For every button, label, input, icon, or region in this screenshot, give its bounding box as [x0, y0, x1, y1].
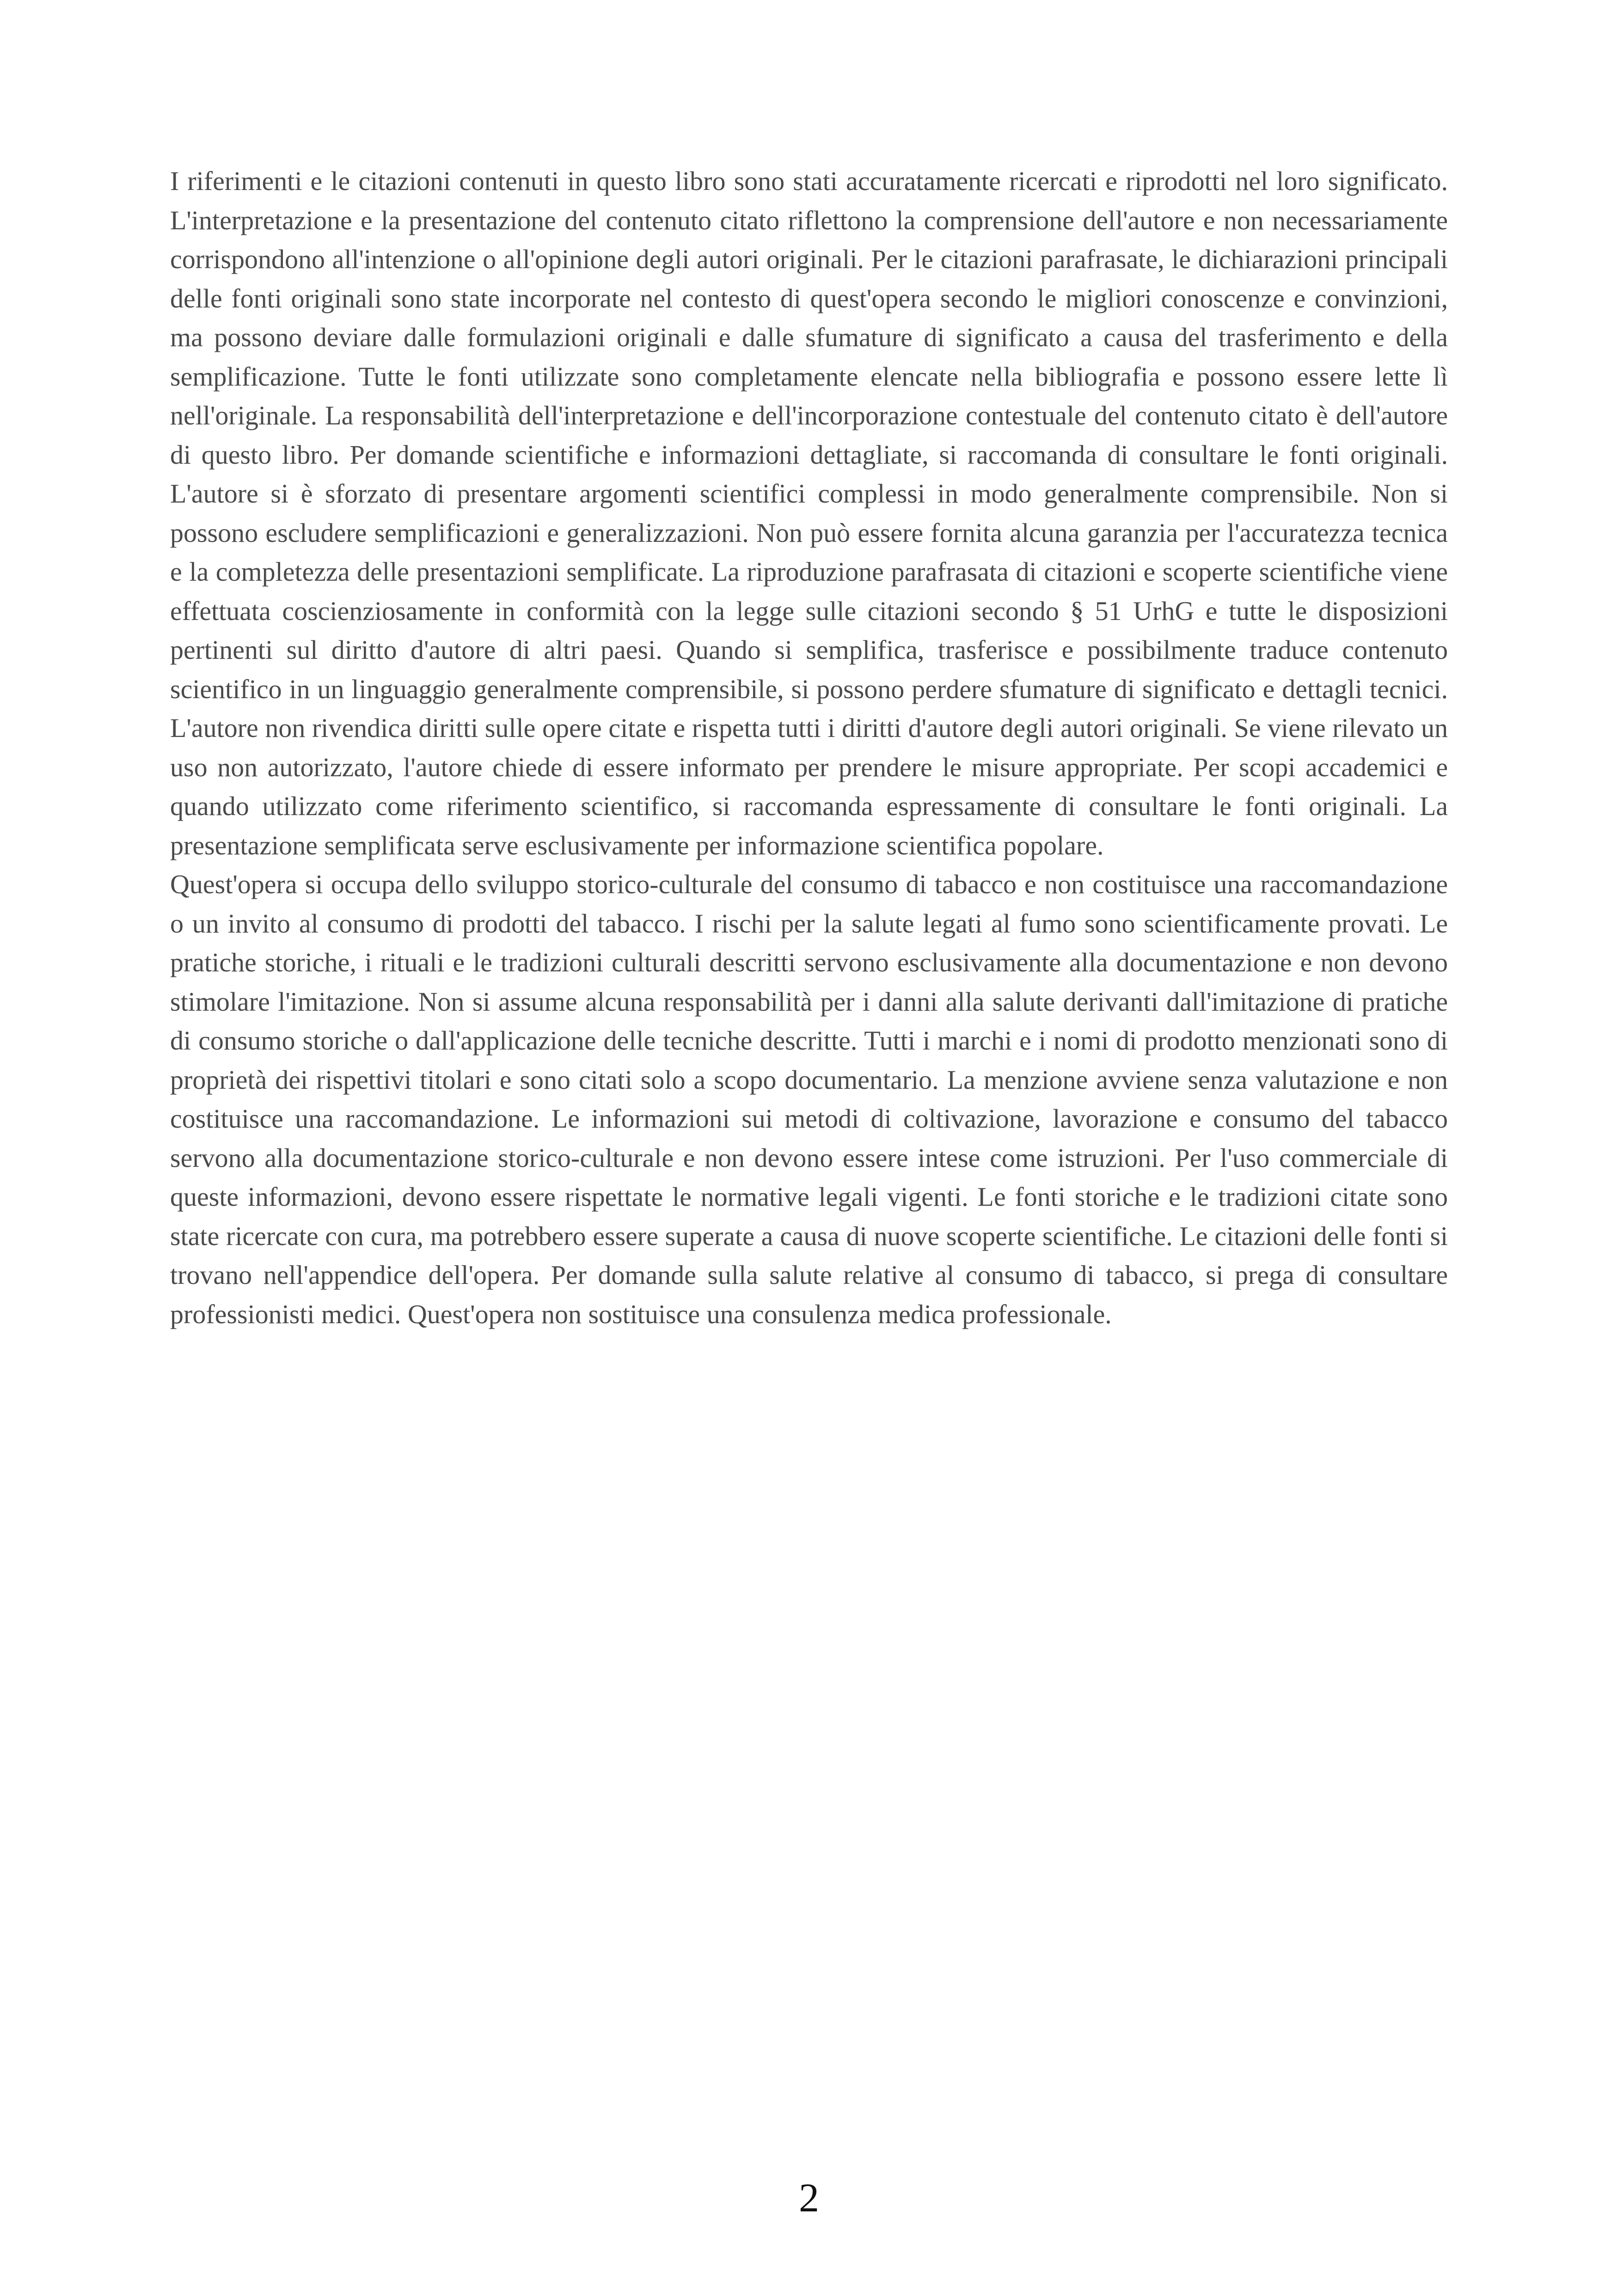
page-number: 2 — [799, 2176, 819, 2221]
paragraph-tobacco-disclaimer: Quest'opera si occupa dello sviluppo storico-culturale del consumo di tabacco e non costituisce una raccomandazione o un invito al consumo di prodotti del tabacco. I rischi per la salute legati al fumo sono scientificamente provati. Le pratiche storiche, i rituali e le tradizioni culturali descritti servono esclusivamente alla documentazione e non devono stimolare l'imitazione. Non si assume alcuna responsabilità per i danni alla salute derivanti dall'imitazione di pratiche di consumo storiche o dall'applicazione delle tecniche descritte. Tutti i marchi e i nomi di prodotto menzionati sono di proprietà dei rispettivi titolari e sono citati solo a scopo documentario. La menzione avviene senza valutazione e non costituisce una raccomandazione. Le informazioni sui metodi di coltivazione, lavorazione e consumo del tabacco servono alla documentazione storico-culturale e non devono essere intese come istruzioni. Per l'uso commerciale di queste informazioni, devono essere rispettate le normative legali vigenti. Le fonti storiche e le tradizioni citate sono state ricercate con cura, ma potrebbero essere superate a causa di nuove scoperte scientifiche. Le citazioni delle fonti si trovano nell'appendice dell'opera. Per domande sulla salute relative al consumo di tabacco, si prega di consultare professionisti medici. Quest'opera non sostituisce una consulenza medica professionale. — [170, 869, 1448, 1329]
paragraph-citations-disclaimer: I riferimenti e le citazioni contenuti in questo libro sono stati accuratamente ricercati e riprodotti nel loro significato. L'interpretazione e la presentazione del contenuto citato riflettono la comprensione dell'autore e non necessariamente corrispondono all'intenzione o all'opinione degli autori originali. Per le citazioni parafrasate, le dichiarazioni principali delle fonti originali sono state incorporate nel contesto di quest'opera secondo le migliori conoscenze e convinzioni, ma possono deviare dalle formulazioni originali e dalle sfumature di significato a causa del trasferimento e della semplificazione. Tutte le fonti utilizzate sono completamente elencate nella bibliografia e possono essere lette lì nell'originale. La responsabilità dell'interpretazione e dell'incorporazione contestuale del contenuto citato è dell'autore di questo libro. Per domande scientifiche e informazioni dettagliate, si raccomanda di consultare le fonti originali. L'autore si è sforzato di presentare argomenti scientifici complessi in modo generalmente comprensibile. Non si possono escludere semplificazioni e generalizzazioni. Non può essere fornita alcuna garanzia per l'accuratezza tecnica e la completezza delle presentazioni semplificate. La riproduzione parafrasata di citazioni e scoperte scientifiche viene effettuata coscienziosamente in conformità con la legge sulle citazioni secondo § 51 UrhG e tutte le disposizioni pertinenti sul diritto d'autore di altri paesi. Quando si semplifica, trasferisce e possibilmente traduce contenuto scientifico in un linguaggio generalmente comprensibile, si possono perdere sfumature di significato e dettagli tecnici. L'autore non rivendica diritti sulle opere citate e rispetta tutti i diritti d'autore degli autori originali. Se viene rilevato un uso non autorizzato, l'autore chiede di essere informato per prendere le misure appropriate. Per scopi accademici e quando utilizzato come riferimento scientifico, si raccomanda espressamente di consultare le fonti originali. La presentazione semplificata serve esclusivamente per informazione scientifica popolare. — [170, 166, 1448, 860]
body-text — [170, 162, 1448, 1334]
